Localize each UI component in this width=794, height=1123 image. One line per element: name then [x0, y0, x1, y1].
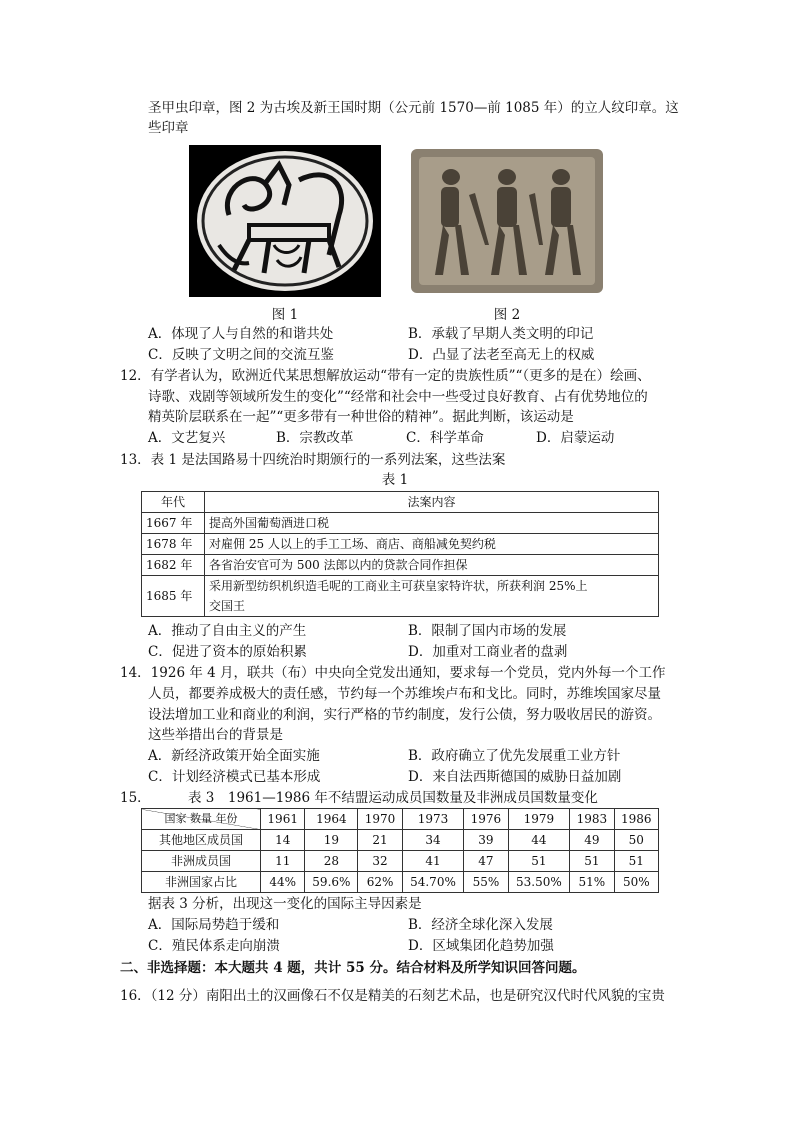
table-3-cell: 51% [570, 872, 614, 893]
table-3-cell: 11 [261, 851, 305, 872]
table-3-cell: 44% [261, 872, 305, 893]
table-1-year: 1682 年 [142, 555, 205, 576]
table-3-corner-header: 国家 数量 年份 [142, 809, 261, 830]
table-3-cell: 50 [614, 830, 658, 851]
table-3-year: 1986 [614, 809, 658, 830]
table-3-cell: 53.50% [508, 872, 570, 893]
q11-option-c[interactable]: C．反映了文明之间的交流互鉴 [148, 347, 334, 363]
table-3-cell: 54.70% [402, 872, 464, 893]
table-row [142, 534, 659, 555]
table-3-header-row [142, 809, 659, 830]
table-3-year: 1973 [402, 809, 464, 830]
q14-stem-line-1: 14．1926 年 4 月，联共（布）中央向全党发出通知，要求每一个党员，党内外每一个工作 [120, 665, 666, 681]
table-3-cell: 14 [261, 830, 305, 851]
table-row [142, 830, 659, 851]
q15-number: 15． [120, 790, 151, 806]
table-3-cell: 51 [614, 851, 658, 872]
q12-option-b[interactable]: B．宗教改革 [276, 430, 354, 446]
table-3-year: 1976 [464, 809, 508, 830]
table-3-cell: 49 [570, 830, 614, 851]
table-3-cell: 51 [508, 851, 570, 872]
table-3-year: 1964 [305, 809, 358, 830]
intro-line-2: 些印章 [148, 120, 189, 136]
figure-1-caption: 图 1 [271, 307, 299, 323]
q13-option-b[interactable]: B．限制了国内市场的发展 [408, 623, 567, 639]
table-row [142, 576, 659, 617]
table-3-cell: 19 [305, 830, 358, 851]
q14-stem-line-4: 这些举措出台的背景是 [148, 727, 283, 743]
q14-stem-line-2: 人员，都要养成极大的责任感，节约每一个苏维埃卢布和戈比。同时，苏维埃国家尽量 [148, 686, 661, 702]
table-1 [141, 491, 659, 617]
q15-option-d[interactable]: D．区域集团化趋势加强 [408, 938, 554, 954]
table-1-title: 表 1 [381, 472, 409, 488]
q12-stem-line-2: 诗歌、戏剧等领域所发生的变化”“经常和社会中一些受过良好教育、占有优势地位的 [148, 389, 648, 405]
q12-stem-line-1: 12．有学者认为，欧洲近代某思想解放运动“带有一定的贵族性质”“（更多的是在）绘画、 [120, 368, 651, 384]
table-3-cell: 39 [464, 830, 508, 851]
q15-stem: 据表 3 分析，出现这一变化的国际主导因素是 [148, 896, 422, 912]
table-1-header-row [142, 492, 659, 513]
table-3-year: 1983 [570, 809, 614, 830]
table-1-year: 1678 年 [142, 534, 205, 555]
table-3-cell: 50% [614, 872, 658, 893]
table-row [142, 872, 659, 893]
table-3-cell: 47 [464, 851, 508, 872]
table-3-cell: 32 [358, 851, 402, 872]
q16-stem-line-1: 16．（12 分）南阳出土的汉画像石不仅是精美的石刻艺术品，也是研究汉代时代风貌的宝贵 [120, 988, 665, 1004]
table-3-year: 1970 [358, 809, 402, 830]
q13-option-a[interactable]: A．推动了自由主义的产生 [148, 623, 307, 639]
table-3-cell: 21 [358, 830, 402, 851]
q13-option-d[interactable]: D．加重对工商业者的盘剥 [408, 644, 568, 660]
q15-option-a[interactable]: A．国际局势趋于缓和 [148, 917, 280, 933]
q15-option-b[interactable]: B．经济全球化深入发展 [408, 917, 553, 933]
figure-2-caption: 图 2 [493, 307, 521, 323]
table-row [142, 851, 659, 872]
table-3-cell: 59.6% [305, 872, 358, 893]
table-1-content: 各省治安官可为 500 法郎以内的贷款合同作担保 [205, 555, 659, 576]
q14-option-a[interactable]: A．新经济政策开始全面实施 [148, 748, 320, 764]
table-3-cell: 41 [402, 851, 464, 872]
table-3-cell: 28 [305, 851, 358, 872]
table-3-row-label: 其他地区成员国 [142, 830, 261, 851]
q11-option-a[interactable]: A．体现了人与自然的和谐共处 [148, 326, 334, 342]
q14-stem-line-3: 设法增加工业和商业的利润，实行严格的节约制度，发行公债，努力吸收居民的游资。 [148, 707, 661, 723]
figure-1-scarab-seal-image [189, 145, 381, 297]
table-3-title: 表 3 1961—1986 年不结盟运动成员国数量及非洲成员国数量变化 [188, 790, 598, 806]
section-2-heading: 二、非选择题：本大题共 4 题，共计 55 分。结合材料及所学知识回答问题。 [120, 960, 586, 976]
q12-option-c[interactable]: C．科学革命 [406, 430, 484, 446]
table-1-header-year: 年代 [142, 492, 205, 513]
table-1-year: 1685 年 [142, 576, 205, 617]
table-3-row-label: 非洲成员国 [142, 851, 261, 872]
q11-option-b[interactable]: B．承载了早期人类文明的印记 [408, 326, 594, 342]
q14-option-c[interactable]: C．计划经济模式已基本形成 [148, 769, 321, 785]
q13-option-c[interactable]: C．促进了资本的原始积累 [148, 644, 307, 660]
table-3-cell: 44 [508, 830, 570, 851]
q12-option-d[interactable]: D．启蒙运动 [536, 430, 615, 446]
table-1-content: 对雇佣 25 人以上的手工工场、商店、商船减免契约税 [205, 534, 659, 555]
table-3-cell: 34 [402, 830, 464, 851]
table-1-content-line-2: 交国王 [209, 599, 246, 613]
q13-stem: 13．表 1 是法国路易十四统治时期颁行的一系列法案，这些法案 [120, 452, 506, 468]
q14-option-d[interactable]: D．来自法西斯德国的威胁日益加剧 [408, 769, 622, 785]
table-3-year: 1979 [508, 809, 570, 830]
table-row [142, 555, 659, 576]
table-1-content-line-1: 采用新型纺织机织造毛呢的工商业主可获皇家特许状，所获利润 25%上 [209, 579, 588, 593]
intro-line-1: 圣甲虫印章，图 2 为古埃及新王国时期（公元前 1570—前 1085 年）的立人纹印章。这 [148, 100, 679, 116]
q11-option-d[interactable]: D．凸显了法老至高无上的权威 [408, 347, 595, 363]
table-1-year: 1667 年 [142, 513, 205, 534]
figure-2-standing-figures-seal-image [409, 145, 605, 297]
table-row [142, 513, 659, 534]
table-3-cell: 62% [358, 872, 402, 893]
table-1-header-content: 法案内容 [205, 492, 659, 513]
table-3-cell: 55% [464, 872, 508, 893]
q15-option-c[interactable]: C．殖民体系走向崩溃 [148, 938, 280, 954]
table-1-content: 提高外国葡萄酒进口税 [205, 513, 659, 534]
table-3-cell: 51 [570, 851, 614, 872]
table-3-row-label: 非洲国家占比 [142, 872, 261, 893]
table-1-content [205, 576, 659, 617]
q12-option-a[interactable]: A．文艺复兴 [148, 430, 226, 446]
table-3-year: 1961 [261, 809, 305, 830]
table-3 [141, 808, 659, 893]
q12-stem-line-3: 精英阶层联系在一起”“更多带有一种世俗的精神”。据此判断，该运动是 [148, 409, 574, 425]
q14-option-b[interactable]: B．政府确立了优先发展重工业方针 [408, 748, 621, 764]
